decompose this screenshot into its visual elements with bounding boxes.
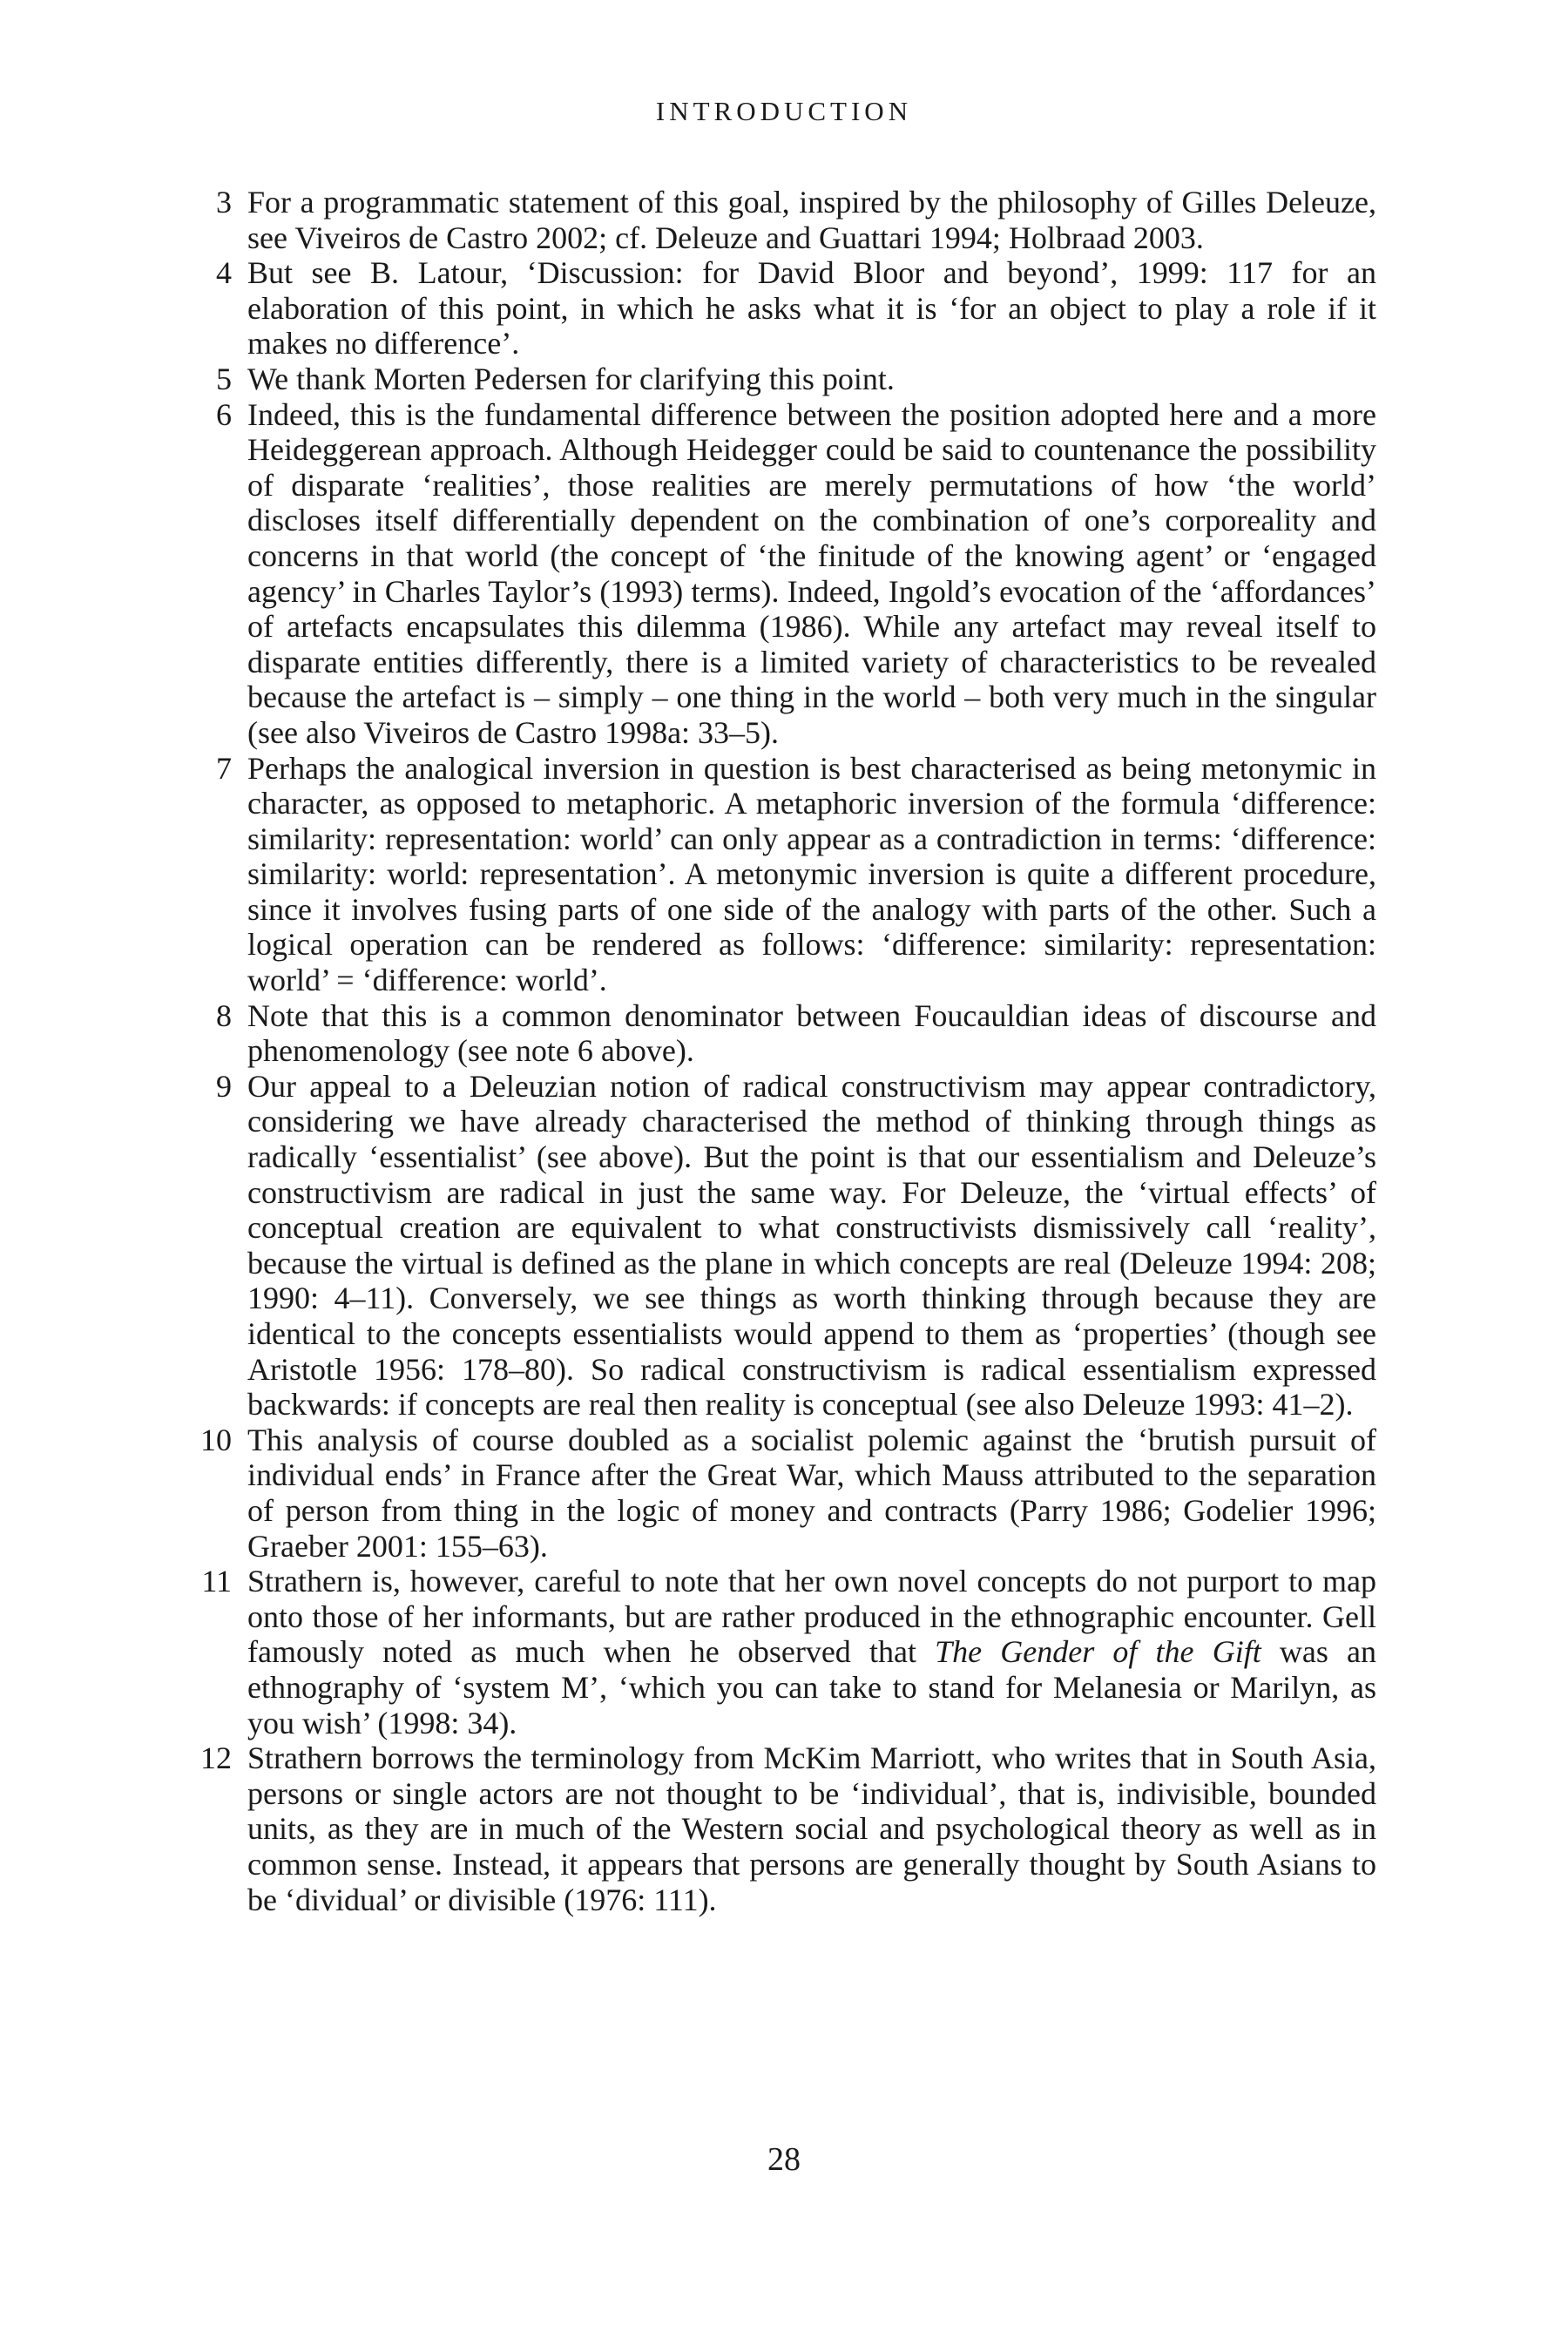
endnote-6: [190, 397, 1376, 751]
note-number: 12: [200, 1740, 232, 1776]
page-number: 28: [767, 2141, 801, 2178]
endnote-4: [190, 255, 1376, 362]
note-text-segment: Strathern is, however, careful to note that her own novel concepts do not purport to map onto those of her informants, but are rather produced in the ethnographic encounter. Gell famously noted as much when he observed that: [247, 1564, 1376, 1670]
endnote-8: [190, 998, 1376, 1069]
endnote-9: [190, 1069, 1376, 1423]
note-number: 4: [216, 255, 232, 291]
note-number: 5: [216, 361, 232, 396]
note-text: We thank Morten Pedersen for clarifying this point.: [247, 361, 895, 396]
note-text: But see B. Latour, ‘Discussion: for David Bloor and beyond’, 1999: 117 for an elaboration of this point, in which he asks what it is ‘for an object to play a role if it makes no difference’.: [247, 255, 1376, 362]
note-text: Our appeal to a Deleuzian notion of radical constructivism may appear contradictory, considering we have already characterised the method of thinking through things as radically ‘essentialist’ (see above). But the point is that our essentialism and Deleuze’s constructivism are radical in just the same way. For Deleuze, the ‘virtual effects’ of conceptual creation are equivalent to what constructivists dismissively call ‘reality’, because the virtual is defined as the plane in which concepts are real (Deleuze 1994: 208; 1990: 4–11). Conversely, we see things as worth thinking through because they are identical to the concepts essentialists would append to them as ‘properties’ (though see Aristotle 1956: 178–80). So radical constructivism is radical essentialism expressed backwards: if concepts are real then reality is conceptual (see also Deleuze 1993: 41–2).: [247, 1068, 1376, 1423]
note-number: 7: [216, 750, 232, 786]
note-text-segment: was an ethnography of ‘system M’, ‘which you can take to stand for Melanesia or Marilyn, as you wish’ (1998: 34).: [247, 1634, 1377, 1740]
running-head: INTRODUCTION: [655, 96, 913, 126]
note-text: Strathern borrows the terminology from McKim Marriott, who writes that in South Asia, persons or single actors are not thought to be ‘individual’, that is, indivisible, bounded units, as they are in much of the Western social and psychological theory as well as in common sense. Instead, it appears that persons are generally thought by South Asians to be ‘dividual’ or divisible (1976: 111).: [247, 1740, 1376, 1917]
endnote-12: [190, 1740, 1376, 1917]
endnote-10: [190, 1423, 1376, 1564]
endnote-7: [190, 751, 1376, 998]
endnote-3: [190, 185, 1376, 255]
endnote-11: [190, 1564, 1376, 1740]
note-text: This analysis of course doubled as a socialist polemic against the ‘brutish pursuit of individual ends’ in France after the Great War, which Mauss attributed to the separation of person from thing in the logic of money and contracts (Parry 1986; Godelier 1996; Graeber 2001: 155–63).: [247, 1422, 1376, 1564]
note-number: 10: [200, 1422, 232, 1457]
note-number: 11: [201, 1564, 232, 1599]
note-number: 6: [216, 396, 232, 432]
note-text: Indeed, this is the fundamental difference between the position adopted here and a more Heideggerean approach. Although Heidegger could be said to countenance the possibility of disparate ‘realities’, those realities are merely permutations of how ‘the world’ discloses itself differentially dependent on the combination of one’s corporeality and concerns in that world (the concept of ‘the finitude of the knowing agent’ or ‘engaged agency’ in Charles Taylor’s (1993) terms). Indeed, Ingold’s evocation of the ‘affordances’ of artefacts encapsulates this dilemma (1986). While any artefact may reveal itself to disparate entities differently, there is a limited variety of characteristics to be revealed because the artefact is – simply – one thing in the world – both very much in the singular (see also Viveiros de Castro 1998a: 33–5).: [247, 396, 1376, 750]
note-text: Note that this is a common denominator between Foucauldian ideas of discourse and phenomenology (see note 6 above).: [247, 997, 1376, 1069]
note-text: Perhaps the analogical inversion in question is best characterised as being metonymic in character, as opposed to metaphoric. A metaphoric inversion of the formula ‘difference: similarity: representation: world’ can only appear as a contradiction in terms: ‘difference: similarity: world: representation’. A metonymic inversion is quite a different procedure, since it involves fusing parts of one side of the analogy with parts of the other. Such a logical operation can be rendered as follows: ‘difference: similarity: representation: world’ = ‘difference: world’.: [247, 750, 1376, 998]
book-title: The Gender of the Gift: [935, 1634, 1261, 1670]
note-number: 3: [216, 185, 232, 220]
endnote-5: [190, 362, 1376, 397]
note-number: 9: [216, 1068, 232, 1104]
note-text: For a programmatic statement of this goal, inspired by the philosophy of Gilles Deleuze, see Viveiros de Castro 2002; cf. Deleuze and Guattari 1994; Holbraad 2003.: [247, 185, 1376, 255]
note-text: [247, 1564, 1376, 1740]
note-number: 8: [216, 997, 232, 1033]
endnotes-list: [190, 185, 1376, 1917]
